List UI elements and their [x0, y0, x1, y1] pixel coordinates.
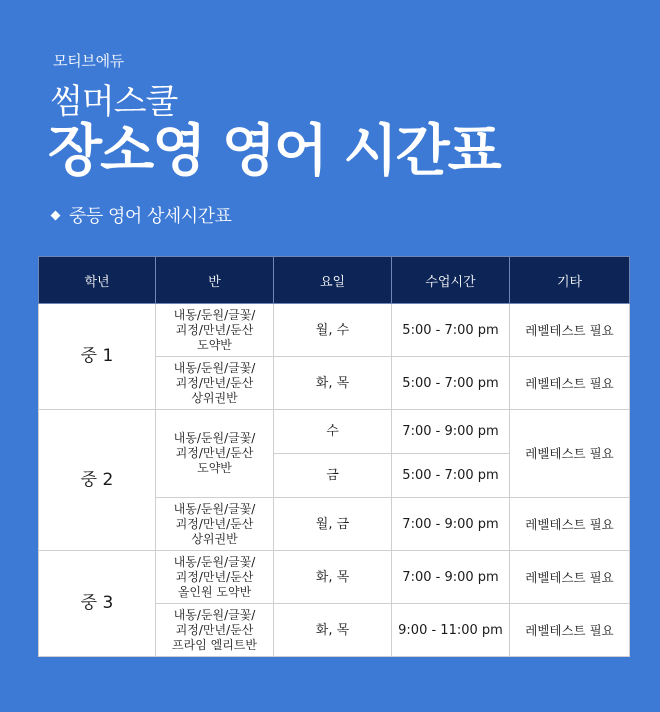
class-line: 내동/둔원/글꽃/	[173, 554, 256, 569]
day-cell: 화, 목	[274, 604, 392, 657]
header-day: 요일	[274, 257, 392, 304]
class-line: 내동/둔원/글꽃/	[173, 501, 256, 516]
class-line: 내동/둔원/글꽃/	[173, 431, 256, 445]
note-cell: 레벨테스트 필요	[510, 604, 630, 657]
schedule-table	[38, 256, 630, 657]
class-line: 상위권반	[191, 390, 238, 405]
class-cell	[156, 604, 274, 657]
class-cell	[156, 498, 274, 551]
class-line: 괴정/만년/둔산	[175, 375, 254, 390]
header-note: 기타	[510, 257, 630, 304]
note-cell: 레벨테스트 필요	[510, 410, 630, 498]
class-line: 괴정/만년/둔산	[175, 446, 254, 460]
class-line: 내동/둔원/글꽃/	[173, 307, 256, 322]
table-header-row	[39, 257, 630, 304]
time-cell: 7:00 - 9:00 pm	[392, 410, 510, 454]
class-cell	[156, 410, 274, 498]
time-cell: 5:00 - 7:00 pm	[392, 304, 510, 357]
class-cell	[156, 304, 274, 357]
page-title: 장소영 영어 시간표	[48, 119, 500, 184]
time-cell: 5:00 - 7:00 pm	[392, 454, 510, 498]
time-cell: 7:00 - 9:00 pm	[392, 498, 510, 551]
class-line: 내동/둔원/글꽃/	[173, 360, 256, 375]
time-cell: 5:00 - 7:00 pm	[392, 357, 510, 410]
grade-cell: 중 3	[39, 551, 156, 657]
class-line: 상위권반	[191, 531, 238, 546]
table-row	[39, 304, 630, 357]
class-cell	[156, 551, 274, 604]
time-cell: 9:00 - 11:00 pm	[392, 604, 510, 657]
day-cell: 월, 금	[274, 498, 392, 551]
section-heading	[52, 202, 231, 228]
note-cell: 레벨테스트 필요	[510, 357, 630, 410]
class-line: 괴정/만년/둔산	[175, 622, 254, 637]
day-cell: 수	[274, 410, 392, 454]
class-line: 프라임 엘리트반	[172, 637, 257, 652]
note-cell: 레벨테스트 필요	[510, 498, 630, 551]
class-line: 올인원 도약반	[177, 584, 252, 599]
header-grade: 학년	[39, 257, 156, 304]
note-cell: 레벨테스트 필요	[510, 551, 630, 604]
section-label: 중등 영어 상세시간표	[69, 206, 232, 227]
subtitle: 썸머스쿨	[50, 82, 178, 122]
table-row	[39, 551, 630, 604]
class-line: 도약반	[197, 461, 232, 475]
header-time: 수업시간	[392, 257, 510, 304]
day-cell: 화, 목	[274, 551, 392, 604]
header-class: 반	[156, 257, 274, 304]
grade-cell: 중 1	[39, 304, 156, 410]
class-line: 괴정/만년/둔산	[175, 569, 254, 584]
table-row	[39, 410, 630, 454]
class-line: 도약반	[197, 337, 232, 352]
class-line: 괴정/만년/둔산	[175, 516, 254, 531]
class-line: 괴정/만년/둔산	[175, 322, 254, 337]
day-cell: 화, 목	[274, 357, 392, 410]
day-cell: 금	[274, 454, 392, 498]
grade-cell: 중 2	[39, 410, 156, 551]
class-cell	[156, 357, 274, 410]
brand-label: 모티브에듀	[53, 52, 124, 70]
day-cell: 월, 수	[274, 304, 392, 357]
note-cell: 레벨테스트 필요	[510, 304, 630, 357]
diamond-bullet-icon	[51, 210, 61, 220]
time-cell: 7:00 - 9:00 pm	[392, 551, 510, 604]
class-line: 내동/둔원/글꽃/	[173, 607, 256, 622]
